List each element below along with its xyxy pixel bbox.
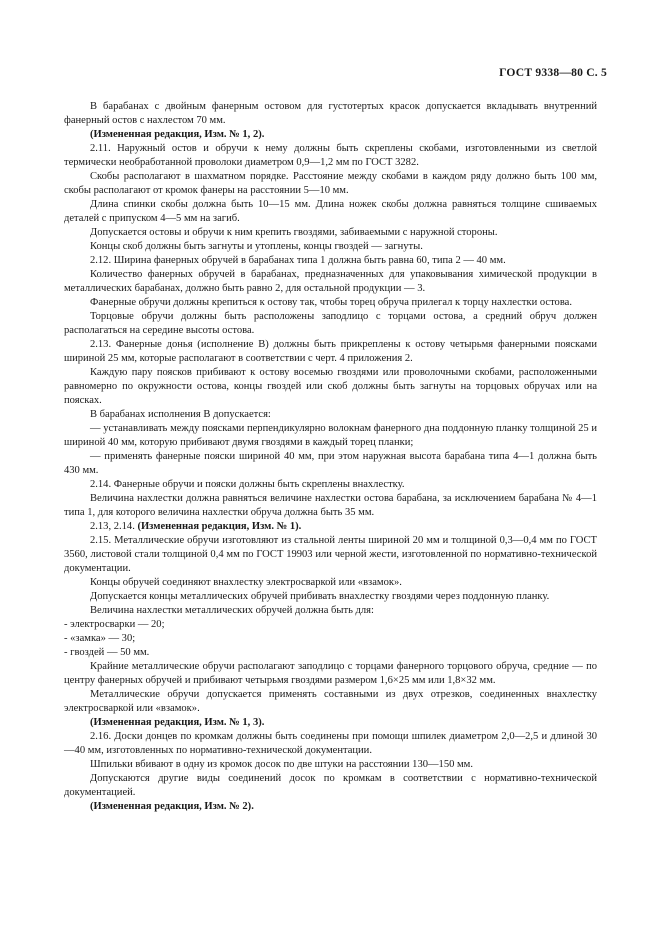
paragraph: Шпильки вбивают в одну из кромок досок по две штуки на расстоянии 130—150 мм. (90, 759, 473, 770)
amendment-note: (Измененная редакция, Изм. № 2). (90, 801, 254, 812)
list-item: - «замка» — 30; (64, 633, 136, 644)
paragraph: Металлические обручи допускается применять составными из двух отрезков, соединенных внахлестку электросваркой или «взамок». (64, 689, 597, 714)
list-item: - гвоздей — 50 мм. (64, 647, 150, 658)
amendment-bold: (Измененная редакция, Изм. № 1). (137, 521, 302, 532)
paragraph: В барабанах исполнения В допускается: (90, 409, 271, 420)
amendment-note-mixed (64, 520, 597, 534)
page-header: ГОСТ 9338—80 С. 5 (499, 66, 607, 79)
paragraph: В барабанах с двойным фанерным остовом для густотертых красок допускается вкладывать внутренний фанерный остов с нахлестом 70 мм. (64, 101, 597, 126)
list-item: — применять фанерные пояски шириной 40 мм, при этом наружная высота барабана типа 4—1 должна быть 430 мм. (64, 451, 597, 476)
paragraph: Допускаются другие виды соединений досок по кромкам в соответствии с нормативно-технической документацией. (64, 773, 597, 798)
paragraph: Фанерные обручи должны крепиться к остову так, чтобы торец обруча прилегал к торцу нахлестки остова. (90, 297, 572, 308)
paragraph: Величина нахлестки металлических обручей должна быть для: (90, 605, 374, 616)
clause-2-11: 2.11. Наружный остов и обручи к нему должны быть скреплены скобами, изготовленными из светлой термически необработанной проволоки диаметром 0,9—1,2 мм по ГОСТ 3282. (64, 143, 597, 168)
amendment-note: (Измененная редакция, Изм. № 1, 3). (90, 717, 265, 728)
list-item: — устанавливать между поясками перпендикулярно волокнам фанерного дна поддонную планку толщиной 25 и шириной 40 мм, которую прибивают двумя гвоздями в каждый торец планки; (64, 423, 597, 448)
paragraph: Торцовые обручи должны быть расположены заподлицо с торцами остова, а средний обруч должен располагаться на середине высоты остова. (64, 311, 597, 336)
paragraph: Скобы располагают в шахматном порядке. Расстояние между скобами в каждом ряду должно быть 100 мм, скобы располагают от кромок фанеры на расстоянии 5—10 мм. (64, 171, 597, 196)
clause-2-14: 2.14. Фанерные обручи и пояски должны быть скреплены внахлестку. (90, 479, 405, 490)
amendment-lead: 2.13, 2.14. (90, 521, 138, 532)
paragraph: Длина спинки скобы должна быть 10—15 мм. Длина ножек скобы должна равняться толщине сшиваемых деталей с припуском 4—5 мм на загиб. (64, 199, 597, 224)
document-body (64, 100, 597, 814)
paragraph: Количество фанерных обручей в барабанах, предназначенных для упаковывания химической продукции в металлических барабанах, должно быть равно 2, для остальной продукции — 3. (64, 269, 597, 294)
paragraph: Каждую пару поясков прибивают к остову восемью гвоздями или проволочными скобами, расположенными равномерно по окружности остова, концы гвоздей или скоб должны быть загнуты на торцовых обручах или на поясках. (64, 367, 597, 406)
clause-2-13: 2.13. Фанерные донья (исполнение В) должны быть прикреплены к остову четырьмя фанерными поясками шириной 25 мм, которые располагают в соответствии с черт. 4 приложения 2. (64, 339, 597, 364)
clause-2-16: 2.16. Доски донцев по кромкам должны быть соединены при помощи шпилек диаметром 2,0—2,5 и длиной 30—40 мм, изготовленных по нормативно-технической документации. (64, 731, 597, 756)
paragraph: Концы обручей соединяют внахлестку электросваркой или «взамок». (90, 577, 402, 588)
paragraph: Крайние металлические обручи располагают заподлицо с торцами фанерного торцового обруча, средние — по центру фанерных обручей и прибивают четырьмя гвоздями размером 1,6×25 мм или 1,8×32 мм. (64, 661, 597, 686)
clause-2-12: 2.12. Ширина фанерных обручей в барабанах типа 1 должна быть равна 60, типа 2 — 40 мм. (90, 255, 506, 266)
paragraph: Допускается остовы и обручи к ним крепить гвоздями, забиваемыми с наружной стороны. (90, 227, 498, 238)
paragraph: Допускается концы металлических обручей прибивать внахлестку гвоздями через поддонную планку. (90, 591, 550, 602)
paragraph: Величина нахлестки должна равняться величине нахлестки остова барабана, за исключением барабана № 4—1 типа 1, для которого величина нахлестки обруча должна быть 35 мм. (64, 493, 597, 518)
paragraph: Концы скоб должны быть загнуты и утоплены, концы гвоздей — загнуты. (90, 241, 423, 252)
list-item: - электросварки — 20; (64, 619, 165, 630)
clause-2-15: 2.15. Металлические обручи изготовляют из стальной ленты шириной 20 мм и толщиной 0,3—0,4 мм по ГОСТ 3560, листовой стали толщиной 0,4 мм по ГОСТ 19903 или черной жести, изготовленной по нормативно-технической документации. (64, 535, 597, 574)
amendment-note: (Измененная редакция, Изм. № 1, 2). (90, 129, 265, 140)
